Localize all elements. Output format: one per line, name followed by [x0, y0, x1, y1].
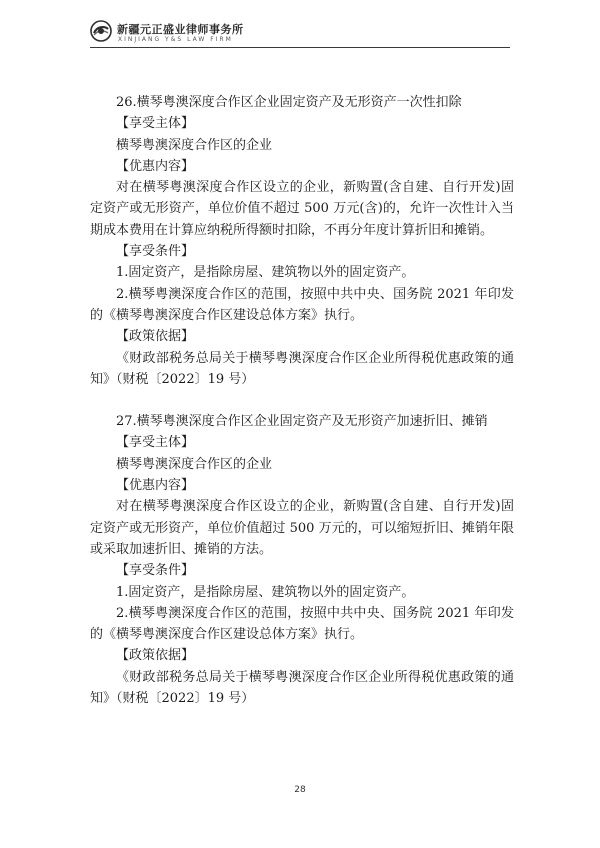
condition-label: 【享受条件】 — [116, 563, 195, 579]
condition-item-2: 2.横琴粤澳深度合作区的范围，按照中共中央、国务院 2021 年印发的《横琴粤澳深度合作区建设总体方案》执行。 — [90, 605, 514, 643]
document-body — [90, 92, 514, 709]
policy-section-27 — [90, 411, 514, 709]
subject-label: 【享受主体】 — [116, 435, 195, 451]
basis-text: 《财政部税务总局关于横琴粤澳深度合作区企业所得税优惠政策的通知》（财税〔2022〕19 号） — [90, 669, 514, 707]
content-label: 【优惠内容】 — [116, 158, 195, 174]
firm-logo-icon — [90, 20, 112, 42]
header-rule — [90, 47, 510, 48]
content-label: 【优惠内容】 — [116, 478, 195, 494]
content-text: 对在横琴粤澳深度合作区设立的企业，新购置(含自建、自行开发)固定资产或无形资产，单位价值不超过 500 万元(含)的，允许一次性计入当期成本费用在计算应纳税所得额时扣除，不再分年度计算折旧和摊销。 — [90, 180, 514, 238]
page-header — [90, 18, 510, 58]
section-title: 27.横琴粤澳深度合作区企业固定资产及无形资产加速折旧、摊销 — [116, 414, 488, 430]
page-number: 28 — [294, 785, 306, 795]
section-title: 26.横琴粤澳深度合作区企业固定资产及无形资产一次性扣除 — [116, 95, 462, 110]
basis-label: 【政策依据】 — [116, 329, 195, 345]
content-text: 对在横琴粤澳深度合作区设立的企业，新购置(含自建、自行开发)固定资产或无形资产，单位价值超过 500 万元的，可以缩短折旧、摊销年限或采取加速折旧、摊销的方法。 — [90, 499, 514, 557]
subject-text: 横琴粤澳深度合作区的企业 — [116, 456, 273, 472]
basis-text: 《财政部税务总局关于横琴粤澳深度合作区企业所得税优惠政策的通知》（财税〔2022〕19 号） — [90, 350, 514, 387]
condition-item-1: 1.固定资产，是指除房屋、建筑物以外的固定资产。 — [116, 584, 415, 600]
condition-label: 【享受条件】 — [116, 244, 195, 260]
section-spacer — [90, 390, 514, 411]
subject-text: 横琴粤澳深度合作区的企业 — [116, 137, 273, 153]
firm-name-en: XINJIANG Y&S LAW FIRM — [118, 36, 233, 43]
policy-section-26 — [90, 92, 514, 390]
condition-item-1: 1.固定资产，是指除房屋、建筑物以外的固定资产。 — [116, 265, 415, 281]
subject-label: 【享受主体】 — [116, 116, 195, 132]
condition-item-2: 2.横琴粤澳深度合作区的范围，按照中共中央、国务院 2021 年印发的《横琴粤澳深度合作区建设总体方案》执行。 — [90, 286, 514, 323]
firm-name-cn: 新疆元正盛业律师事务所 — [117, 23, 244, 36]
basis-label: 【政策依据】 — [116, 648, 195, 664]
